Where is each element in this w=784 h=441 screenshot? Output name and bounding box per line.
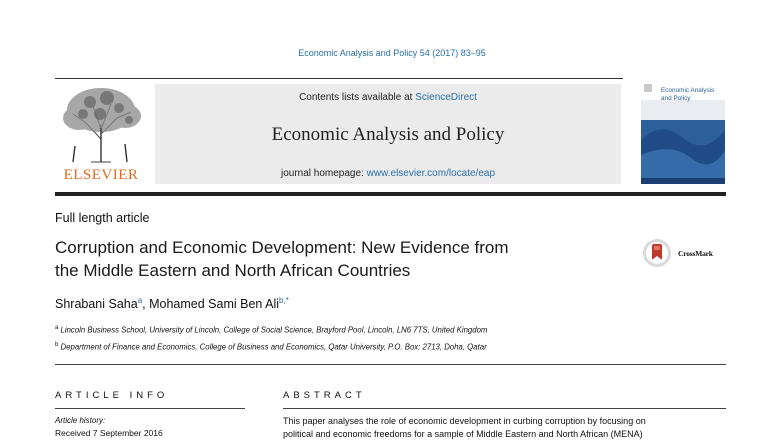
contents-prefix: Contents lists available at: [299, 92, 416, 103]
elsevier-tree-icon: [55, 84, 147, 164]
homepage-prefix: journal homepage:: [280, 168, 367, 179]
author-affiliation-marker[interactable]: a: [137, 296, 143, 305]
affiliation-marker: b: [55, 342, 59, 348]
article-history-label: Article history:: [55, 416, 106, 425]
title-line-1: Corruption and Economic Development: New Evidence from: [55, 238, 509, 257]
section-divider: [55, 364, 726, 365]
homepage-line: [155, 168, 621, 179]
contents-line: [155, 92, 621, 103]
abstract-line: political and economic freedoms for a sample of Middle Eastern and North African (MENA): [283, 428, 643, 439]
title-line-2: the Middle Eastern and North African Countries: [55, 261, 411, 280]
cover-title-line-1: Economic Analysis: [661, 87, 715, 94]
journal-cover-image: [641, 80, 725, 184]
crossmark-label: CrossMark: [678, 249, 713, 258]
header-bottom-rule: [55, 192, 726, 196]
affiliation-text: Lincoln Business School, University of Lincoln, College of Social Science, Brayford Pool, Lincoln, LN6 7TS, United Kingdom: [60, 325, 488, 335]
journal-homepage-link[interactable]: www.elsevier.com/locate/eap: [366, 168, 496, 179]
journal-citation[interactable]: Economic Analysis and Policy 54 (2017) 83–95: [298, 48, 486, 58]
header-top-rule: [55, 78, 623, 79]
affiliation-a: [55, 325, 487, 335]
publisher-wordmark: ELSEVIER: [63, 167, 139, 183]
author-affiliation-marker[interactable]: b,*: [279, 296, 289, 305]
crossmark-badge[interactable]: [641, 238, 731, 268]
elsevier-logo[interactable]: [55, 84, 147, 184]
cover-title-line-2: and Policy: [661, 95, 691, 102]
author-list: [55, 296, 289, 311]
abstract-body: [283, 415, 729, 440]
crossmark-icon: [641, 238, 675, 268]
article-title: [55, 236, 625, 282]
author-name[interactable]: Mohamed Sami Ben Ali: [149, 297, 280, 312]
received-date: Received 7 September 2016: [55, 428, 163, 438]
affiliation-text: Department of Finance and Economics, College of Business and Economics, Qatar University, P.O. Box: 2713, Doha, Qatar: [60, 342, 487, 352]
journal-title: Economic Analysis and Policy: [271, 124, 505, 145]
affiliation-b: [55, 342, 487, 352]
article-info-heading: ARTICLE INFO: [55, 390, 169, 401]
author-name[interactable]: Shrabani Saha: [55, 297, 138, 312]
article-info-rule: [55, 408, 245, 409]
sciencedirect-link[interactable]: ScienceDirect: [415, 92, 477, 103]
journal-cover-thumbnail[interactable]: [641, 80, 725, 184]
abstract-line: This paper analyses the role of economic development in curbing corruption by focusing on: [283, 416, 646, 426]
affiliation-marker: a: [55, 325, 59, 331]
abstract-rule: [283, 408, 726, 409]
abstract-heading: ABSTRACT: [283, 390, 366, 401]
author-separator: ,: [142, 297, 150, 312]
article-type: Full length article: [55, 211, 150, 225]
